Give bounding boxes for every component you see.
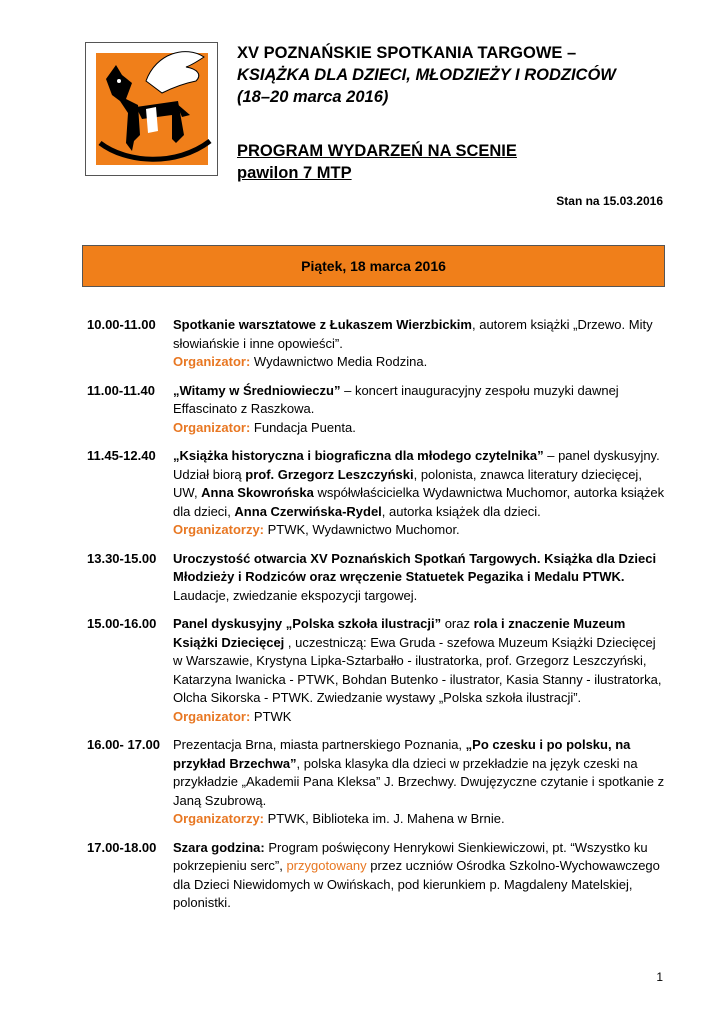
- event-time: 17.00-18.00: [87, 839, 157, 855]
- schedule-item: [87, 839, 667, 913]
- title-line-3: (18–20 marca 2016): [237, 88, 389, 106]
- schedule-item: [87, 736, 667, 829]
- event-time: 13.30-15.00: [87, 550, 157, 566]
- event-title: Panel dyskusyjny „Polska szkoła ilustracji”: [173, 616, 442, 631]
- organizer-value: PTWK, Wydawnictwo Muchomor.: [264, 522, 460, 537]
- event-description: Spotkanie warsztatowe z Łukaszem Wierzbickim, autorem książki „Drzewo. Mity słowiańskie i inne opowieści”. Organizator: Wydawnictwo Media Rodzina.: [173, 317, 653, 369]
- fair-logo: [85, 42, 218, 176]
- event-time: 10.00-11.00: [87, 317, 156, 332]
- schedule-item: [87, 615, 667, 726]
- event-title: Uroczystość otwarcia XV Poznańskich Spotkań Targowych. Książka dla Dzieci Młodzieży i Rodziców oraz wręczenie Statuetek Pegazika i Medalu PTWK.: [173, 550, 657, 584]
- event-description: „Książka historyczna i biograficzna dla młodego czytelnika” – panel dyskusyjny. Udział biorą prof. Grzegorz Leszczyński, polonista, znawca literatury dziecięcej, UW, Anna Skowrońska współwłaścicielka Wydawnictwa Muchomor, autorka książek dla dzieci, Anna Czerwińska-Rydel, autorka książek dla dzieci. Organizatorzy: PTWK, Wydawnictwo Muchomor.: [173, 448, 665, 537]
- day-header: Piątek, 18 marca 2016: [82, 245, 665, 287]
- event-time: 11.45-12.40: [87, 448, 156, 463]
- program-location: pawilon 7 MTP: [237, 164, 352, 182]
- organizer-value: Wydawnictwo Media Rodzina.: [250, 354, 428, 369]
- event-description: Szara godzina: Program poświęcony Henrykowi Sienkiewiczowi, pt. “Wszystko ku pokrzepieniu serc”, przygotowany przez uczniów Ośrodka Szkolno-Wychowawczego dla Dzieci Niewidomych w Owińskach, pod kierunkiem p. Magdaleny Matelskiej, polonistki.: [173, 839, 660, 910]
- status-date: Stan na 15.03.2016: [556, 194, 663, 208]
- event-time: 15.00-16.00: [87, 616, 157, 631]
- event-title: Szara godzina:: [173, 839, 265, 855]
- organizer-label: Organizatorzy:: [173, 811, 265, 826]
- event-description: „Witamy w Średniowieczu” – koncert inauguracyjny zespołu muzyki dawnej Effascinato z Raszkowa. Organizator: Fundacja Puenta.: [173, 382, 619, 435]
- fair-title: [237, 42, 677, 108]
- program-title: PROGRAM WYDARZEŃ NA SCENIE: [237, 142, 517, 160]
- organizer-value: PTWK: [250, 708, 292, 724]
- schedule-item: [87, 447, 667, 540]
- organizer-value: PTWK, Biblioteka im. J. Mahena w Brnie.: [264, 811, 505, 826]
- title-line-1: XV POZNAŃSKIE SPOTKANIA TARGOWE –: [237, 44, 577, 62]
- organizer-label: Organizator:: [173, 354, 251, 369]
- organizer-label: Organizatorzy:: [173, 522, 265, 537]
- pegasus-rocking-horse-icon: [86, 43, 217, 175]
- event-description: Panel dyskusyjny „Polska szkoła ilustracji” oraz rola i znaczenie Muzeum Książki Dziecięcej , uczestniczą: Ewa Gruda - szefowa Muzeum Książki Dziecięcej w Warszawie, Krystyna Lipka-Sztarbałło - ilustratorka, prof. Grzegorz Leszczyński, Katarzyna Iwanicka - PTWK, Bohdan Butenko - ilustrator, Kasia Stanny - ilustratorka, Olcha Sikorska - PTWK. Zwiedzanie wystawy „Polska szkoła ilustracji”. Organizator: PTWK: [173, 616, 662, 724]
- organizer-label: Organizator:: [173, 708, 251, 724]
- schedule-item: [87, 382, 667, 438]
- page-number: 1: [656, 970, 663, 984]
- schedule-item: [87, 316, 667, 372]
- event-title: „Po czesku i po polsku, na przykład Brzechwa”: [173, 737, 631, 771]
- organizer-label: Organizator:: [173, 419, 251, 435]
- event-title: „Witamy w Średniowieczu”: [173, 382, 341, 398]
- schedule-item: [87, 550, 667, 606]
- organizer-value: Fundacja Puenta.: [250, 419, 356, 435]
- event-description: Prezentacja Brna, miasta partnerskiego Poznania, „Po czesku i po polsku, na przykład Brzechwa”, polska klasyka dla dzieci w przekładzie na język czeski na przykładzie „Akademii Pana Kleksa” J. Brzechwy. Dwujęzyczne czytanie i spotkanie z Janą Szubrową. Organizatorzy: PTWK, Biblioteka im. J. Mahena w Brnie.: [173, 737, 665, 826]
- event-title: „Książka historyczna i biograficzna dla młodego czytelnika”: [173, 448, 544, 463]
- event-time: 11.00-11.40: [87, 382, 155, 398]
- event-description: Uroczystość otwarcia XV Poznańskich Spotkań Targowych. Książka dla Dzieci Młodzieży i Rodziców oraz wręczenie Statuetek Pegazika i Medalu PTWK. Laudacje, zwiedzanie ekspozycji targowej.: [173, 550, 657, 603]
- event-time: 16.00- 17.00: [87, 737, 161, 752]
- title-line-2: KSIĄŻKA DLA DZIECI, MŁODZIEŻY I RODZICÓW: [237, 66, 616, 84]
- program-heading: [237, 140, 517, 184]
- event-title: Spotkanie warsztatowe z Łukaszem Wierzbickim: [173, 317, 472, 332]
- schedule: [87, 316, 667, 923]
